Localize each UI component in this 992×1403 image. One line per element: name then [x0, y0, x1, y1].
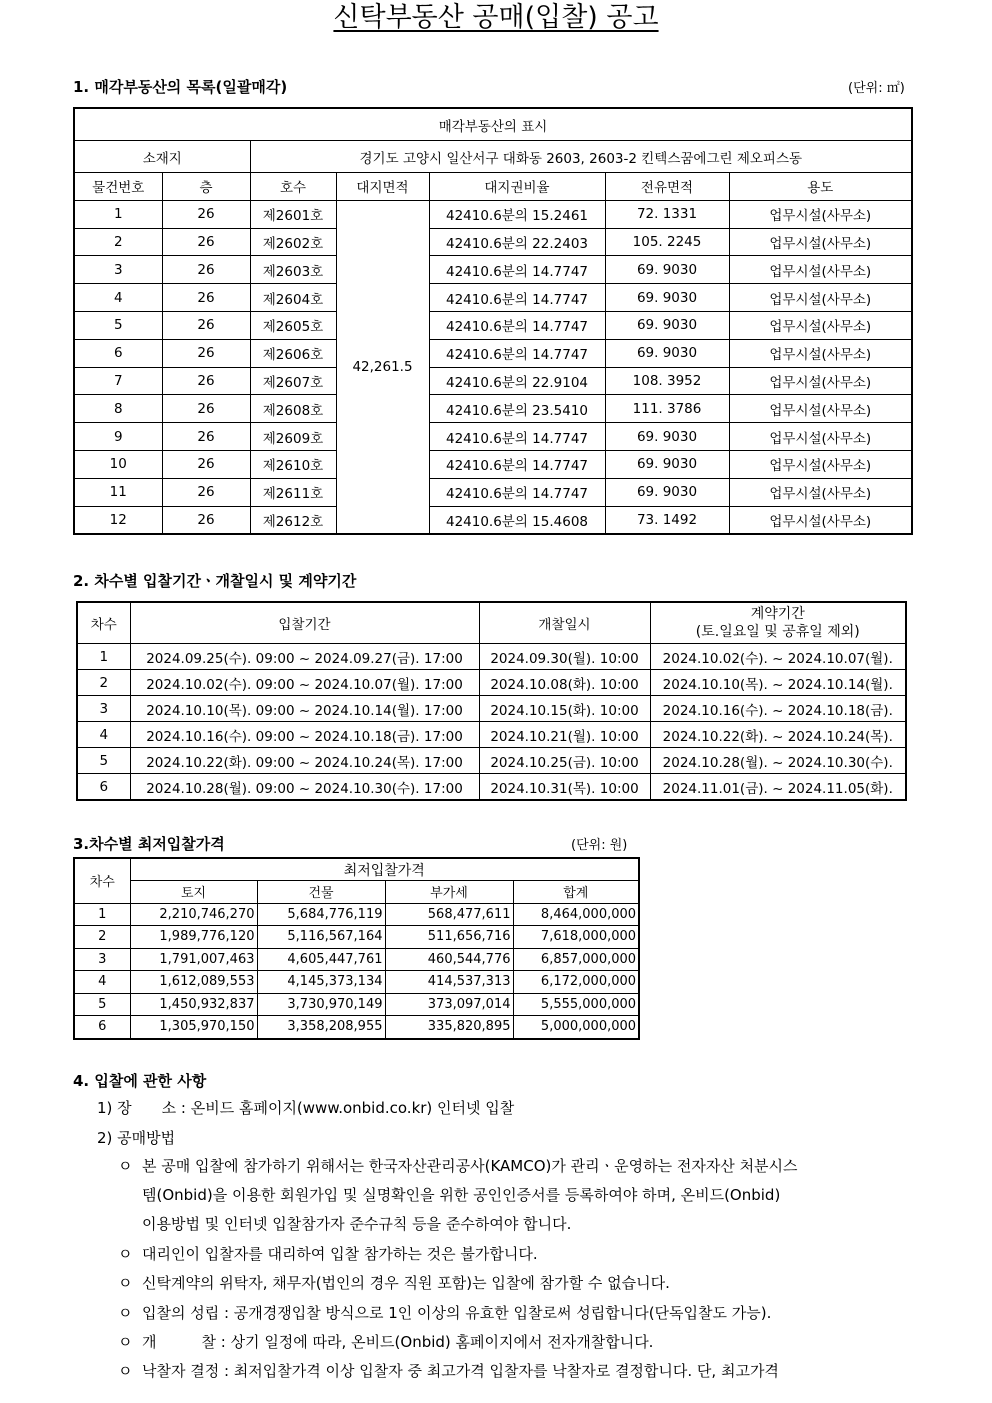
col-header: 전유면적: [605, 173, 729, 201]
contract-note: (토.일요일 및 공휴일 제외): [695, 624, 860, 640]
table-cell: 2024.10.02(수). ~ 2024.10.07(월).: [650, 644, 906, 670]
table-cell: 2024.10.22(화). 09:00 ~ 2024.10.24(목). 17:00: [130, 748, 479, 774]
table-cell: 42410.6분의 23.5410: [429, 395, 605, 423]
bullet-text: 신탁계약의 위탁자, 채무자(법인의 경우 직원 포함)는 입찰에 참가할 수 없습니다.: [142, 1274, 670, 1292]
table-cell: 42410.6분의 14.7747: [429, 256, 605, 284]
bullet: ㅇ: [118, 1333, 133, 1351]
table-cell: 42410.6분의 14.7747: [429, 339, 605, 367]
table-cell: 5,684,776,119: [257, 903, 385, 926]
table-cell: 6,857,000,000: [513, 948, 639, 971]
table-cell: 업무시설(사무소): [729, 339, 912, 367]
bidding-location: 1) 장 소 : 온비드 홈페이지(www.onbid.co.kr) 인터넷 입찰: [97, 1099, 515, 1117]
section4-heading: 4. 입찰에 관한 사항: [73, 1072, 207, 1090]
section2-heading: 2. 차수별 입찰기간ㆍ개찰일시 및 계약기간: [73, 572, 357, 590]
table-cell: 105. 2245: [605, 228, 729, 256]
table-row: [74, 423, 912, 451]
table-cell: 2024.10.28(월). ~ 2024.10.30(수).: [650, 748, 906, 774]
table-cell: 7,618,000,000: [513, 926, 639, 949]
table-cell: 5: [74, 311, 162, 339]
table-row: [77, 644, 906, 670]
table-cell: 2,210,746,270: [130, 903, 257, 926]
table-row: [74, 339, 912, 367]
table-cell: 2: [77, 670, 130, 696]
col-header: 용도: [729, 173, 912, 201]
col-header: 호수: [250, 173, 336, 201]
table-cell: 3: [74, 256, 162, 284]
table-cell: 2024.10.02(수). 09:00 ~ 2024.10.07(월). 17:00: [130, 670, 479, 696]
table-cell: 제2607호: [250, 367, 336, 395]
table-row: [74, 971, 639, 994]
table-cell: 2024.09.30(월). 10:00: [479, 644, 650, 670]
bullet: ㅇ: [118, 1304, 133, 1322]
col-header: 차수: [77, 602, 130, 644]
table-row: [77, 670, 906, 696]
col-header: 층: [162, 173, 250, 201]
table-row: [74, 395, 912, 423]
table-row: [74, 256, 912, 284]
table-cell: 4,605,447,761: [257, 948, 385, 971]
section1-heading: 1. 매각부동산의 목록(일괄매각): [73, 78, 288, 96]
table-cell: 5: [77, 748, 130, 774]
table-cell: 335,820,895: [385, 1016, 513, 1039]
table-cell: 42410.6분의 14.7747: [429, 478, 605, 506]
col-header: 개찰일시: [479, 602, 650, 644]
table-cell: 4: [74, 284, 162, 312]
bullet: ㅇ: [118, 1362, 133, 1380]
table-cell: 2024.10.22(화). ~ 2024.10.24(목).: [650, 722, 906, 748]
table-row: [74, 311, 912, 339]
table-cell: 26: [162, 200, 250, 228]
property-table: [73, 107, 913, 535]
table-row: [74, 993, 639, 1016]
location-value: 경기도 고양시 일산서구 대화동 2603, 2603-2 킨텍스꿈에그린 제오피스동: [250, 141, 912, 173]
table-cell: 2024.10.21(월). 10:00: [479, 722, 650, 748]
col-header: 건물: [257, 881, 385, 904]
table-cell: 2: [74, 228, 162, 256]
bullet-text: 템(Onbid)을 이용한 회원가입 및 실명확인을 위한 공인인증서를 등록하여야 하며, 온비드(Onbid): [142, 1186, 781, 1204]
table-cell: 69. 9030: [605, 423, 729, 451]
table-cell: 업무시설(사무소): [729, 256, 912, 284]
table-row: [74, 948, 639, 971]
table-cell: 2024.10.16(수). ~ 2024.10.18(금).: [650, 696, 906, 722]
table-cell: 3,358,208,955: [257, 1016, 385, 1039]
table-cell: 1,989,776,120: [130, 926, 257, 949]
table-cell: 제2606호: [250, 339, 336, 367]
table-cell: 2024.11.01(금). ~ 2024.11.05(화).: [650, 774, 906, 801]
bullet: ㅇ: [118, 1157, 133, 1175]
table-cell: 1,305,970,150: [130, 1016, 257, 1039]
col-header: 토지: [130, 881, 257, 904]
table-cell: 1,791,007,463: [130, 948, 257, 971]
table-cell: 42410.6분의 14.7747: [429, 423, 605, 451]
table-row: [74, 1016, 639, 1039]
table-cell: 업무시설(사무소): [729, 423, 912, 451]
table-cell: 8: [74, 395, 162, 423]
table-cell: 4: [77, 722, 130, 748]
table-cell: 73. 1492: [605, 506, 729, 534]
table-cell: 4: [74, 971, 130, 994]
bullet-text: 입찰의 성립 : 공개경쟁입찰 방식으로 1인 이상의 유효한 입찰로써 성립합니다(단독입찰도 가능).: [142, 1304, 772, 1322]
table-cell: 업무시설(사무소): [729, 450, 912, 478]
table-cell: 제2605호: [250, 311, 336, 339]
col-header: 차수: [74, 858, 130, 903]
table-cell: 69. 9030: [605, 339, 729, 367]
bullet-text: 낙찰자 결정 : 최저입찰가격 이상 입찰자 중 최고가격 입찰자를 낙찰자로 결정합니다. 단, 최고가격: [142, 1362, 779, 1380]
table-cell: 제2610호: [250, 450, 336, 478]
table-cell: 26: [162, 423, 250, 451]
table-cell: 26: [162, 450, 250, 478]
col-header: 물건번호: [74, 173, 162, 201]
table-cell: 제2604호: [250, 284, 336, 312]
table-cell: 460,544,776: [385, 948, 513, 971]
table-row: [77, 696, 906, 722]
table-cell: 42410.6분의 22.2403: [429, 228, 605, 256]
table-cell: 2024.10.10(목). ~ 2024.10.14(월).: [650, 670, 906, 696]
table-cell: 69. 9030: [605, 284, 729, 312]
table-cell: 업무시설(사무소): [729, 200, 912, 228]
table-cell: 제2611호: [250, 478, 336, 506]
table-row: [74, 367, 912, 395]
table-cell: 업무시설(사무소): [729, 478, 912, 506]
table-cell: 1: [74, 200, 162, 228]
table-row: [74, 284, 912, 312]
table-cell: 111. 3786: [605, 395, 729, 423]
table-row: [74, 478, 912, 506]
location-label: 소재지: [74, 141, 250, 173]
table-cell: 5,000,000,000: [513, 1016, 639, 1039]
col-header: 최저입찰가격: [130, 858, 639, 881]
table-cell: 4,145,373,134: [257, 971, 385, 994]
table-cell: 42410.6분의 14.7747: [429, 311, 605, 339]
table-cell: 제2608호: [250, 395, 336, 423]
table-cell: 6: [77, 774, 130, 801]
col-header: 합계: [513, 881, 639, 904]
table-row: [74, 228, 912, 256]
section3-unit: (단위: 원): [571, 838, 628, 853]
section3-heading: 3.차수별 최저입찰가격: [73, 835, 225, 853]
table-cell: 26: [162, 395, 250, 423]
table-cell: 2024.09.25(수). 09:00 ~ 2024.09.27(금). 17:00: [130, 644, 479, 670]
table-cell: 2: [74, 926, 130, 949]
table-row: [74, 450, 912, 478]
table-cell: 2024.10.31(목). 10:00: [479, 774, 650, 801]
bullet-text: 개 찰 : 상기 일정에 따라, 온비드(Onbid) 홈페이지에서 전자개찰합니다.: [142, 1333, 654, 1351]
table-cell: 3: [77, 696, 130, 722]
table-row: [74, 506, 912, 534]
price-table: [73, 857, 640, 1040]
table-cell: 373,097,014: [385, 993, 513, 1016]
table-cell: 42410.6분의 15.4608: [429, 506, 605, 534]
table-cell: 6: [74, 339, 162, 367]
table-cell: 업무시설(사무소): [729, 506, 912, 534]
table-cell: 6: [74, 1016, 130, 1039]
table-row: [74, 926, 639, 949]
table-cell: 108. 3952: [605, 367, 729, 395]
table-cell: 5,555,000,000: [513, 993, 639, 1016]
table-row: [74, 200, 912, 228]
table-cell: 42410.6분의 14.7747: [429, 284, 605, 312]
table-cell: 3: [74, 948, 130, 971]
table-cell: 414,537,313: [385, 971, 513, 994]
schedule-table: [76, 601, 907, 801]
table-cell: 5: [74, 993, 130, 1016]
table-cell: 26: [162, 367, 250, 395]
table-row: [77, 722, 906, 748]
table-cell: 2024.10.15(화). 10:00: [479, 696, 650, 722]
table-cell: 업무시설(사무소): [729, 367, 912, 395]
section1-unit: (단위: ㎡): [848, 81, 905, 96]
table-cell: 511,656,716: [385, 926, 513, 949]
table-cell: 업무시설(사무소): [729, 395, 912, 423]
table-cell: 제2612호: [250, 506, 336, 534]
bullet: ㅇ: [118, 1274, 133, 1292]
table-cell: 3,730,970,149: [257, 993, 385, 1016]
contract-label: 계약기간: [750, 606, 805, 622]
table-cell: 26: [162, 506, 250, 534]
table-cell: 69. 9030: [605, 450, 729, 478]
table-cell: 제2603호: [250, 256, 336, 284]
table-cell: 26: [162, 311, 250, 339]
table-cell: 6,172,000,000: [513, 971, 639, 994]
table-cell: 2024.10.16(수). 09:00 ~ 2024.10.18(금). 17:00: [130, 722, 479, 748]
table-cell: 업무시설(사무소): [729, 284, 912, 312]
table-cell: 5,116,567,164: [257, 926, 385, 949]
table-cell: 2024.10.28(월). 09:00 ~ 2024.10.30(수). 17:00: [130, 774, 479, 801]
table-cell: 1,450,932,837: [130, 993, 257, 1016]
table-cell: 9: [74, 423, 162, 451]
table-row: [77, 748, 906, 774]
table-cell: 26: [162, 256, 250, 284]
table-cell: 10: [74, 450, 162, 478]
table-cell: 2024.10.08(화). 10:00: [479, 670, 650, 696]
page-title: 신탁부동산 공매(입찰) 공고: [333, 2, 659, 33]
bullet-text: 본 공매 입찰에 참가하기 위해서는 한국자산관리공사(KAMCO)가 관리ㆍ운영하는 전자자산 처분시스: [142, 1157, 798, 1175]
table-cell: 42410.6분의 14.7747: [429, 450, 605, 478]
table-cell: 제2609호: [250, 423, 336, 451]
table-cell: 69. 9030: [605, 311, 729, 339]
bullet: ㅇ: [118, 1245, 133, 1263]
table-cell: 26: [162, 228, 250, 256]
land-area-cell: 42,261.5: [336, 200, 429, 534]
table-cell: 1: [77, 644, 130, 670]
table-row: [77, 774, 906, 801]
table-cell: 11: [74, 478, 162, 506]
table-cell: 제2602호: [250, 228, 336, 256]
table-cell: 42410.6분의 22.9104: [429, 367, 605, 395]
col-header: 입찰기간: [130, 602, 479, 644]
table-cell: 42410.6분의 15.2461: [429, 200, 605, 228]
table-cell: 69. 9030: [605, 478, 729, 506]
bullet-text: 이용방법 및 인터넷 입찰참가자 준수규칙 등을 준수하여야 합니다.: [142, 1215, 572, 1233]
bullet-text: 대리인이 입찰자를 대리하여 입찰 참가하는 것은 불가합니다.: [142, 1245, 538, 1263]
table-cell: 8,464,000,000: [513, 903, 639, 926]
table-cell: 2024.10.10(목). 09:00 ~ 2024.10.14(월). 17:00: [130, 696, 479, 722]
col-header: 대지면적: [336, 173, 429, 201]
table-cell: 제2601호: [250, 200, 336, 228]
table-cell: 업무시설(사무소): [729, 228, 912, 256]
col-header: 대지권비율: [429, 173, 605, 201]
table-cell: 26: [162, 478, 250, 506]
table-cell: 7: [74, 367, 162, 395]
table-cell: 69. 9030: [605, 256, 729, 284]
table-cell: 1: [74, 903, 130, 926]
col-header: 부가세: [385, 881, 513, 904]
table-cell: 12: [74, 506, 162, 534]
table-cell: 26: [162, 339, 250, 367]
table-cell: 2024.10.25(금). 10:00: [479, 748, 650, 774]
table-row: [74, 903, 639, 926]
table-cell: 업무시설(사무소): [729, 311, 912, 339]
table-cell: 72. 1331: [605, 200, 729, 228]
bidding-method-label: 2) 공매방법: [97, 1129, 176, 1147]
table-cell: 1,612,089,553: [130, 971, 257, 994]
property-table-title: 매각부동산의 표시: [74, 108, 912, 141]
col-header-contract: [650, 602, 906, 644]
table-cell: 568,477,611: [385, 903, 513, 926]
table-cell: 26: [162, 284, 250, 312]
